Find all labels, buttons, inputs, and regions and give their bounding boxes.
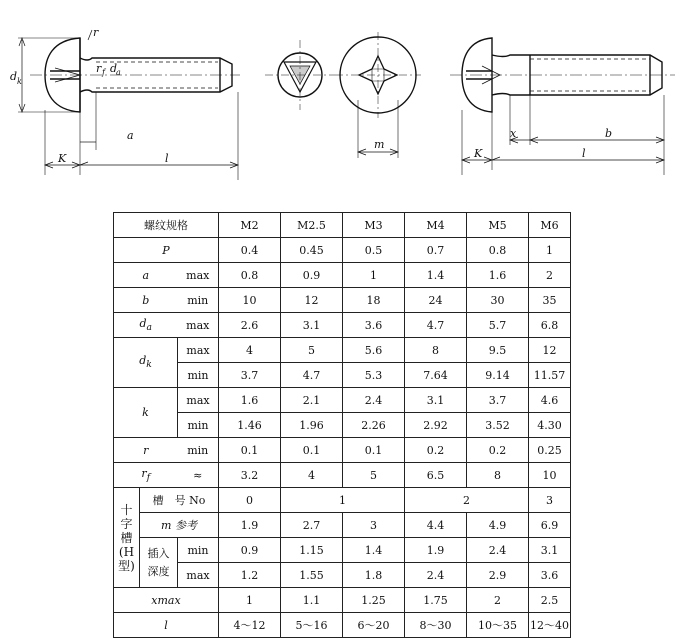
technical-drawing bbox=[0, 0, 685, 200]
label-m: m bbox=[374, 138, 385, 151]
cell: 8～30 bbox=[405, 613, 467, 638]
cell: 5.7 bbox=[467, 313, 529, 338]
cell: 1.9 bbox=[219, 513, 281, 538]
header-row bbox=[114, 213, 571, 238]
row-rf bbox=[114, 463, 571, 488]
cell: 7.64 bbox=[405, 363, 467, 388]
cell: 0.8 bbox=[467, 238, 529, 263]
cell: 10～35 bbox=[467, 613, 529, 638]
cell: 1.55 bbox=[281, 563, 343, 588]
row-qualifier: max bbox=[178, 313, 219, 338]
row-label: k bbox=[114, 388, 178, 438]
label-b: b bbox=[605, 127, 613, 140]
row-label: r bbox=[114, 438, 178, 463]
cell: 4.9 bbox=[467, 513, 529, 538]
cell: 1.25 bbox=[343, 588, 405, 613]
row-m bbox=[114, 513, 571, 538]
label-l-right: l bbox=[582, 147, 586, 160]
cell: 3 bbox=[343, 513, 405, 538]
cell: 4.7 bbox=[281, 363, 343, 388]
label-main: r bbox=[141, 466, 147, 480]
row-depth-min bbox=[114, 538, 571, 563]
depth-line2: 深度 bbox=[147, 564, 170, 578]
cell: 6.5 bbox=[405, 463, 467, 488]
cell: 3.6 bbox=[343, 313, 405, 338]
size-m4: M4 bbox=[405, 213, 467, 238]
label-x: x bbox=[510, 127, 517, 140]
size-m2: M2 bbox=[219, 213, 281, 238]
cell: 9.14 bbox=[467, 363, 529, 388]
depth-label bbox=[140, 538, 178, 588]
size-m6: M6 bbox=[529, 213, 571, 238]
row-k-min bbox=[114, 413, 571, 438]
cell: 12～40 bbox=[529, 613, 571, 638]
cell: 0.5 bbox=[343, 238, 405, 263]
row-label: m 参考 bbox=[140, 513, 219, 538]
cell: 3.1 bbox=[405, 388, 467, 413]
cell: 1 bbox=[529, 238, 571, 263]
header-label: 螺纹规格 bbox=[114, 213, 219, 238]
row-label: xmax bbox=[114, 588, 219, 613]
label-r: r bbox=[93, 26, 99, 39]
cell: 5 bbox=[281, 338, 343, 363]
cell: 24 bbox=[405, 288, 467, 313]
row-qualifier: min bbox=[178, 413, 219, 438]
cell: 30 bbox=[467, 288, 529, 313]
cell: 0.8 bbox=[219, 263, 281, 288]
row-qualifier: min bbox=[178, 288, 219, 313]
row-label: a bbox=[114, 263, 178, 288]
cell: 2 bbox=[405, 488, 529, 513]
label-rf: r bbox=[96, 62, 102, 75]
row-k-max bbox=[114, 388, 571, 413]
screw-drawing-svg bbox=[0, 0, 685, 200]
label-main: d bbox=[139, 316, 147, 330]
cell: 4 bbox=[281, 463, 343, 488]
cell: 0.1 bbox=[219, 438, 281, 463]
cell: 3.7 bbox=[219, 363, 281, 388]
label-K-right: K bbox=[474, 147, 483, 160]
row-qualifier: min bbox=[178, 538, 219, 563]
cell: 0.2 bbox=[405, 438, 467, 463]
cell: 6～20 bbox=[343, 613, 405, 638]
cell: 3.1 bbox=[529, 538, 571, 563]
cell: 18 bbox=[343, 288, 405, 313]
cell: 1.9 bbox=[405, 538, 467, 563]
cell: 5～16 bbox=[281, 613, 343, 638]
cell: 1 bbox=[281, 488, 405, 513]
cell: 1.8 bbox=[343, 563, 405, 588]
cell: 6.9 bbox=[529, 513, 571, 538]
cell: 0 bbox=[219, 488, 281, 513]
cell: 6.8 bbox=[529, 313, 571, 338]
row-qualifier: min bbox=[178, 438, 219, 463]
cell: 12 bbox=[281, 288, 343, 313]
cell: 8 bbox=[405, 338, 467, 363]
cell: 2.92 bbox=[405, 413, 467, 438]
label-rf-sub: f bbox=[102, 68, 105, 77]
cell: 2.4 bbox=[467, 538, 529, 563]
size-m2-5: M2.5 bbox=[281, 213, 343, 238]
cell: 2.1 bbox=[281, 388, 343, 413]
cell: 3.7 bbox=[467, 388, 529, 413]
size-m5: M5 bbox=[467, 213, 529, 238]
label-sub: k bbox=[146, 359, 152, 371]
cell: 0.2 bbox=[467, 438, 529, 463]
cell: 10 bbox=[219, 288, 281, 313]
size-m3: M3 bbox=[343, 213, 405, 238]
label-dk-sub: k bbox=[17, 77, 22, 86]
cell: 5 bbox=[343, 463, 405, 488]
row-qualifier: max bbox=[178, 563, 219, 588]
row-label: 槽 号 No bbox=[140, 488, 219, 513]
cell: 4.30 bbox=[529, 413, 571, 438]
cell: 1 bbox=[219, 588, 281, 613]
row-l bbox=[114, 613, 571, 638]
row-depth-max bbox=[114, 563, 571, 588]
group-char: 槽 bbox=[120, 530, 133, 545]
cell: 5.6 bbox=[343, 338, 405, 363]
group-char: 十 bbox=[120, 502, 133, 517]
cell: 4.6 bbox=[529, 388, 571, 413]
row-r bbox=[114, 438, 571, 463]
cell: 1.6 bbox=[467, 263, 529, 288]
row-label bbox=[114, 313, 178, 338]
cell: 0.4 bbox=[219, 238, 281, 263]
cross-group-label bbox=[114, 488, 140, 588]
label-da-sub: a bbox=[116, 68, 121, 77]
cell: 10 bbox=[529, 463, 571, 488]
cell: 4.7 bbox=[405, 313, 467, 338]
end-view-thread bbox=[265, 40, 335, 110]
group-char: 字 bbox=[120, 516, 133, 531]
row-da bbox=[114, 313, 571, 338]
cell: 35 bbox=[529, 288, 571, 313]
label-K-left: K bbox=[58, 152, 67, 165]
cell: 1.96 bbox=[281, 413, 343, 438]
cell: 2.4 bbox=[405, 563, 467, 588]
label-dk: d bbox=[10, 70, 18, 83]
cell: 1.6 bbox=[219, 388, 281, 413]
cell: 0.45 bbox=[281, 238, 343, 263]
cell: 12 bbox=[529, 338, 571, 363]
cell: 2.26 bbox=[343, 413, 405, 438]
cell: 2 bbox=[467, 588, 529, 613]
cell: 2.9 bbox=[467, 563, 529, 588]
cell: 1.15 bbox=[281, 538, 343, 563]
row-label bbox=[114, 463, 178, 488]
cell: 3.1 bbox=[281, 313, 343, 338]
cell: 3.2 bbox=[219, 463, 281, 488]
row-p bbox=[114, 238, 571, 263]
row-qualifier: max bbox=[178, 263, 219, 288]
row-label: P bbox=[114, 238, 219, 263]
cell: 8 bbox=[467, 463, 529, 488]
cell: 4.4 bbox=[405, 513, 467, 538]
screw-spec-table bbox=[113, 212, 571, 638]
cell: 1 bbox=[343, 263, 405, 288]
cell: 1.75 bbox=[405, 588, 467, 613]
row-slot-no bbox=[114, 488, 571, 513]
label-l-left: l bbox=[165, 152, 169, 165]
cell: 0.9 bbox=[219, 538, 281, 563]
row-label: b bbox=[114, 288, 178, 313]
cell: 1.46 bbox=[219, 413, 281, 438]
depth-line1: 插入 bbox=[147, 546, 170, 560]
cell: 3.6 bbox=[529, 563, 571, 588]
cell: 1.2 bbox=[219, 563, 281, 588]
cell: 11.57 bbox=[529, 363, 571, 388]
cell: 9.5 bbox=[467, 338, 529, 363]
row-a bbox=[114, 263, 571, 288]
left-screw-view bbox=[18, 30, 240, 180]
row-x bbox=[114, 588, 571, 613]
cell: 0.1 bbox=[343, 438, 405, 463]
right-screw-view bbox=[450, 38, 675, 175]
cell: 3 bbox=[529, 488, 571, 513]
cell: 1.1 bbox=[281, 588, 343, 613]
cell: 0.1 bbox=[281, 438, 343, 463]
cell: 2 bbox=[529, 263, 571, 288]
row-qualifier: max bbox=[178, 338, 219, 363]
label-main: d bbox=[139, 354, 147, 368]
row-qualifier: ≈ bbox=[178, 463, 219, 488]
cell: 1.4 bbox=[405, 263, 467, 288]
label-sub: f bbox=[146, 472, 151, 484]
cell: 4～12 bbox=[219, 613, 281, 638]
row-dk-max bbox=[114, 338, 571, 363]
cell: 3.52 bbox=[467, 413, 529, 438]
group-char: (H bbox=[118, 544, 135, 559]
row-label bbox=[114, 338, 178, 388]
row-b bbox=[114, 288, 571, 313]
row-qualifier: max bbox=[178, 388, 219, 413]
cell: 2.6 bbox=[219, 313, 281, 338]
cell: 2.4 bbox=[343, 388, 405, 413]
cell: 4 bbox=[219, 338, 281, 363]
label-a: a bbox=[127, 129, 134, 142]
cell: 5.3 bbox=[343, 363, 405, 388]
cell: 0.25 bbox=[529, 438, 571, 463]
cell: 0.9 bbox=[281, 263, 343, 288]
cell: 1.4 bbox=[343, 538, 405, 563]
row-dk-min bbox=[114, 363, 571, 388]
row-label: l bbox=[114, 613, 219, 638]
label-sub: a bbox=[146, 322, 152, 334]
cell: 2.7 bbox=[281, 513, 343, 538]
cell: 0.7 bbox=[405, 238, 467, 263]
cell: 2.5 bbox=[529, 588, 571, 613]
row-qualifier: min bbox=[178, 363, 219, 388]
group-char: 型) bbox=[118, 558, 135, 573]
label-da: d bbox=[110, 62, 118, 75]
